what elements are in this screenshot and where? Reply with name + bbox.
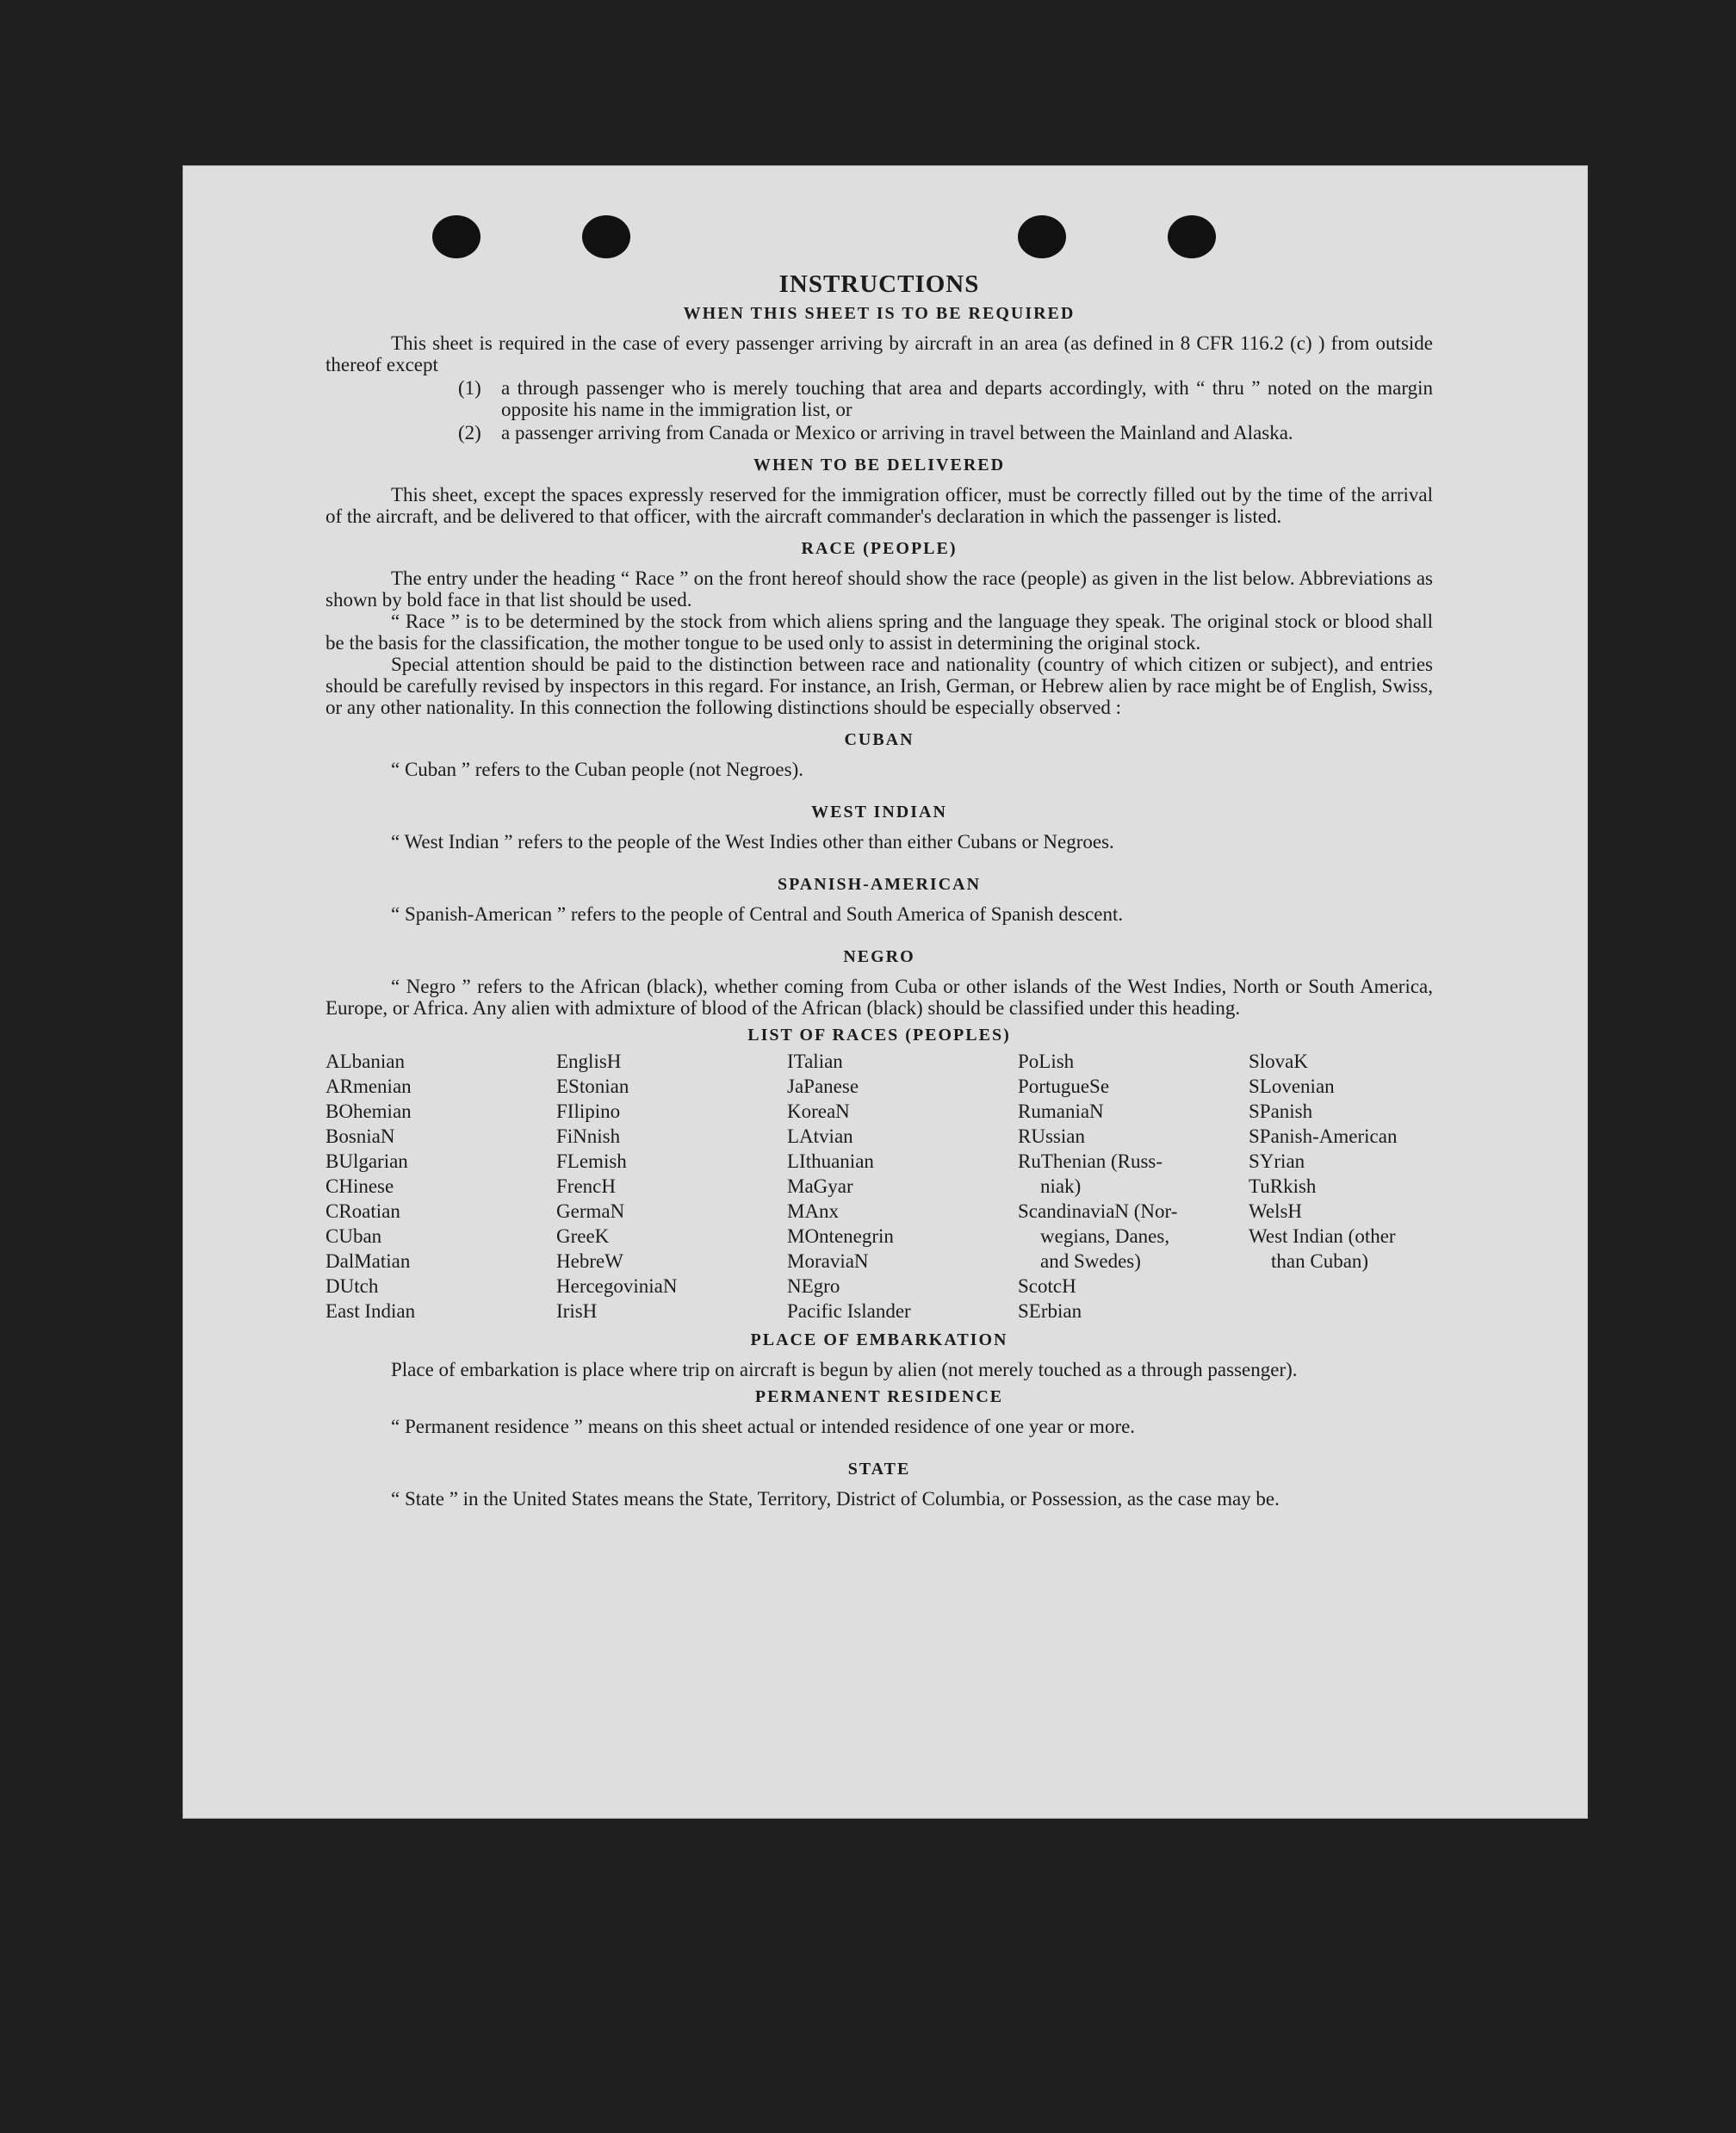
race-paragraph-3: Special attention should be paid to the distinction between race and nationality (country of which citizen or subject), and entries should be carefully revised by inspectors in this regard. For instance, an Irish, German, or Hebrew alien by race might be of English, Swiss, or any other nationality. In this connection the following distinctions should be especially observed :	[326, 654, 1433, 718]
race-entry: EnglisH	[556, 1051, 622, 1072]
race-entry: HebreW	[556, 1250, 623, 1272]
race-entry-continued: wegians, Danes,	[1040, 1225, 1170, 1247]
race-column-1	[326, 1049, 556, 1324]
race-entry: JaPanese	[787, 1076, 859, 1097]
embarkation-text: Place of embarkation is place where trip on aircraft is begun by alien (not merely touched as a through passenger).	[391, 1359, 1298, 1380]
race-entry: CHinese	[326, 1175, 394, 1197]
race-entry: RumaniaN	[1018, 1101, 1104, 1122]
section-heading-embarkation: PLACE OF EMBARKATION	[750, 1330, 1008, 1349]
race-entry: LAtvian	[787, 1125, 853, 1147]
race-entry: CRoatian	[326, 1200, 400, 1222]
race-entry: MoraviaN	[787, 1250, 869, 1272]
section-heading-negro: NEGRO	[843, 947, 915, 966]
section-heading-delivered: WHEN TO BE DELIVERED	[753, 456, 1006, 474]
race-column-4	[1018, 1049, 1249, 1324]
race-paragraph-2: “ Race ” is to be determined by the stock from which aliens spring and the language they speak. The original stock or blood shall be the basis for the classification, the mother tongue to be used only to assist in determining the original stock.	[326, 611, 1433, 654]
race-entry-continued: than Cuban)	[1271, 1250, 1369, 1272]
race-entry: MaGyar	[787, 1175, 853, 1197]
instructions-content	[326, 270, 1433, 1510]
punch-hole	[1018, 215, 1066, 258]
race-entry: BOhemian	[326, 1101, 412, 1122]
section-heading-state: STATE	[847, 1460, 911, 1479]
exception-item	[458, 377, 1433, 420]
spanish-american-text: “ Spanish-American ” refers to the people of Central and South America of Spanish descent.	[391, 903, 1124, 925]
race-entry: FIlipino	[556, 1101, 621, 1122]
negro-text: “ Negro ” refers to the African (black), whether coming from Cuba or other islands of the West Indies, North or South America, Europe, or Africa. Any alien with admixture of blood of the African (black) should be classified under this heading.	[326, 976, 1433, 1019]
race-entry: TuRkish	[1249, 1175, 1317, 1197]
race-column-3	[787, 1049, 1018, 1324]
race-entry: MOntenegrin	[787, 1225, 894, 1247]
race-entry: RUssian	[1018, 1125, 1085, 1147]
race-entry: West Indian (other	[1249, 1225, 1396, 1247]
race-paragraph-1: The entry under the heading “ Race ” on the front hereof should show the race (people) as given in the list below. Abbreviations as shown by bold face in that list should be used.	[326, 567, 1433, 611]
west-indian-text: “ West Indian ” refers to the people of the West Indies other than either Cubans or Negroes.	[391, 831, 1114, 853]
required-intro: This sheet is required in the case of every passenger arriving by aircraft in an area (as defined in 8 CFR 116.2 (c) ) from outside thereof except	[326, 332, 1433, 375]
race-entry: SPanish-American	[1249, 1125, 1398, 1147]
race-entry: SlovaK	[1249, 1051, 1308, 1072]
race-entry: East Indian	[326, 1300, 416, 1322]
race-entry: ScotcH	[1018, 1275, 1076, 1297]
delivered-text: This sheet, except the spaces expressly reserved for the immigration officer, must be correctly filled out by the time of the arrival of the aircraft, and be delivered to that officer, with the aircraft commander's declaration in which the passenger is listed.	[326, 484, 1433, 527]
race-entry: NEgro	[787, 1275, 840, 1297]
race-entry: FrencH	[556, 1175, 616, 1197]
item-text: a through passenger who is merely touching that area and departs accordingly, with “ thru ” noted on the margin opposite his name in the immigration list, or	[501, 377, 1433, 420]
item-number: (1)	[458, 377, 481, 399]
cuban-text: “ Cuban ” refers to the Cuban people (not Negroes).	[391, 759, 804, 780]
residence-text: “ Permanent residence ” means on this sheet actual or intended residence of one year or more.	[391, 1416, 1136, 1437]
race-entry: SPanish	[1249, 1101, 1313, 1122]
punch-hole	[1168, 215, 1216, 258]
race-entry: KoreaN	[787, 1101, 850, 1122]
race-column-2	[556, 1049, 787, 1324]
race-entry: FiNnish	[556, 1125, 621, 1147]
item-number: (2)	[458, 422, 481, 443]
race-entry: BUlgarian	[326, 1150, 408, 1172]
section-heading-race: RACE (PEOPLE)	[801, 539, 958, 558]
punch-hole	[582, 215, 630, 258]
race-entry: BosniaN	[326, 1125, 395, 1147]
race-entry: EStonian	[556, 1076, 629, 1097]
race-entry-continued: and Swedes)	[1040, 1250, 1141, 1272]
race-entry: FLemish	[556, 1150, 627, 1172]
race-entry: ScandinaviaN (Nor-	[1018, 1200, 1178, 1222]
race-entry: SLovenian	[1249, 1076, 1335, 1097]
race-entry: GermaN	[556, 1200, 625, 1222]
document-sheet	[183, 165, 1588, 1819]
race-entry: ARmenian	[326, 1076, 412, 1097]
race-entry: PortugueSe	[1018, 1076, 1110, 1097]
race-entry: GreeK	[556, 1225, 610, 1247]
page-title: INSTRUCTIONS	[778, 270, 980, 298]
race-entry: LIthuanian	[787, 1150, 874, 1172]
race-entry: Pacific Islander	[787, 1300, 911, 1322]
race-entry: DalMatian	[326, 1250, 411, 1272]
race-entry: PoLish	[1018, 1051, 1075, 1072]
race-entry: ALbanian	[326, 1051, 405, 1072]
race-entry: CUban	[326, 1225, 382, 1247]
race-entry: SYrian	[1249, 1150, 1305, 1172]
race-list	[326, 1049, 1433, 1324]
state-text: “ State ” in the United States means the State, Territory, District of Columbia, or Possession, as the case may be.	[391, 1488, 1280, 1510]
race-entry-continued: niak)	[1040, 1175, 1082, 1197]
exception-item	[458, 422, 1433, 443]
item-text: a passenger arriving from Canada or Mexico or arriving in travel between the Mainland and Alaska.	[501, 422, 1293, 443]
race-column-5	[1249, 1049, 1433, 1324]
section-heading-west-indian: WEST INDIAN	[811, 803, 947, 822]
section-heading-residence: PERMANENT RESIDENCE	[754, 1387, 1004, 1406]
race-entry: ITalian	[787, 1051, 843, 1072]
race-entry: WelsH	[1249, 1200, 1303, 1222]
race-entry: MAnx	[787, 1200, 840, 1222]
section-heading-list: LIST OF RACES (PEOPLES)	[747, 1026, 1011, 1045]
section-heading-spanish-american: SPANISH-AMERICAN	[777, 875, 982, 894]
race-entry: RuThenian (Russ-	[1018, 1150, 1163, 1172]
race-entry: IrisH	[556, 1300, 598, 1322]
section-heading-cuban: CUBAN	[844, 730, 914, 749]
punch-hole	[432, 215, 480, 258]
race-entry: HercegoviniaN	[556, 1275, 678, 1297]
race-entry: DUtch	[326, 1275, 379, 1297]
section-heading-required: WHEN THIS SHEET IS TO BE REQUIRED	[683, 304, 1076, 323]
race-entry: SErbian	[1018, 1300, 1082, 1322]
